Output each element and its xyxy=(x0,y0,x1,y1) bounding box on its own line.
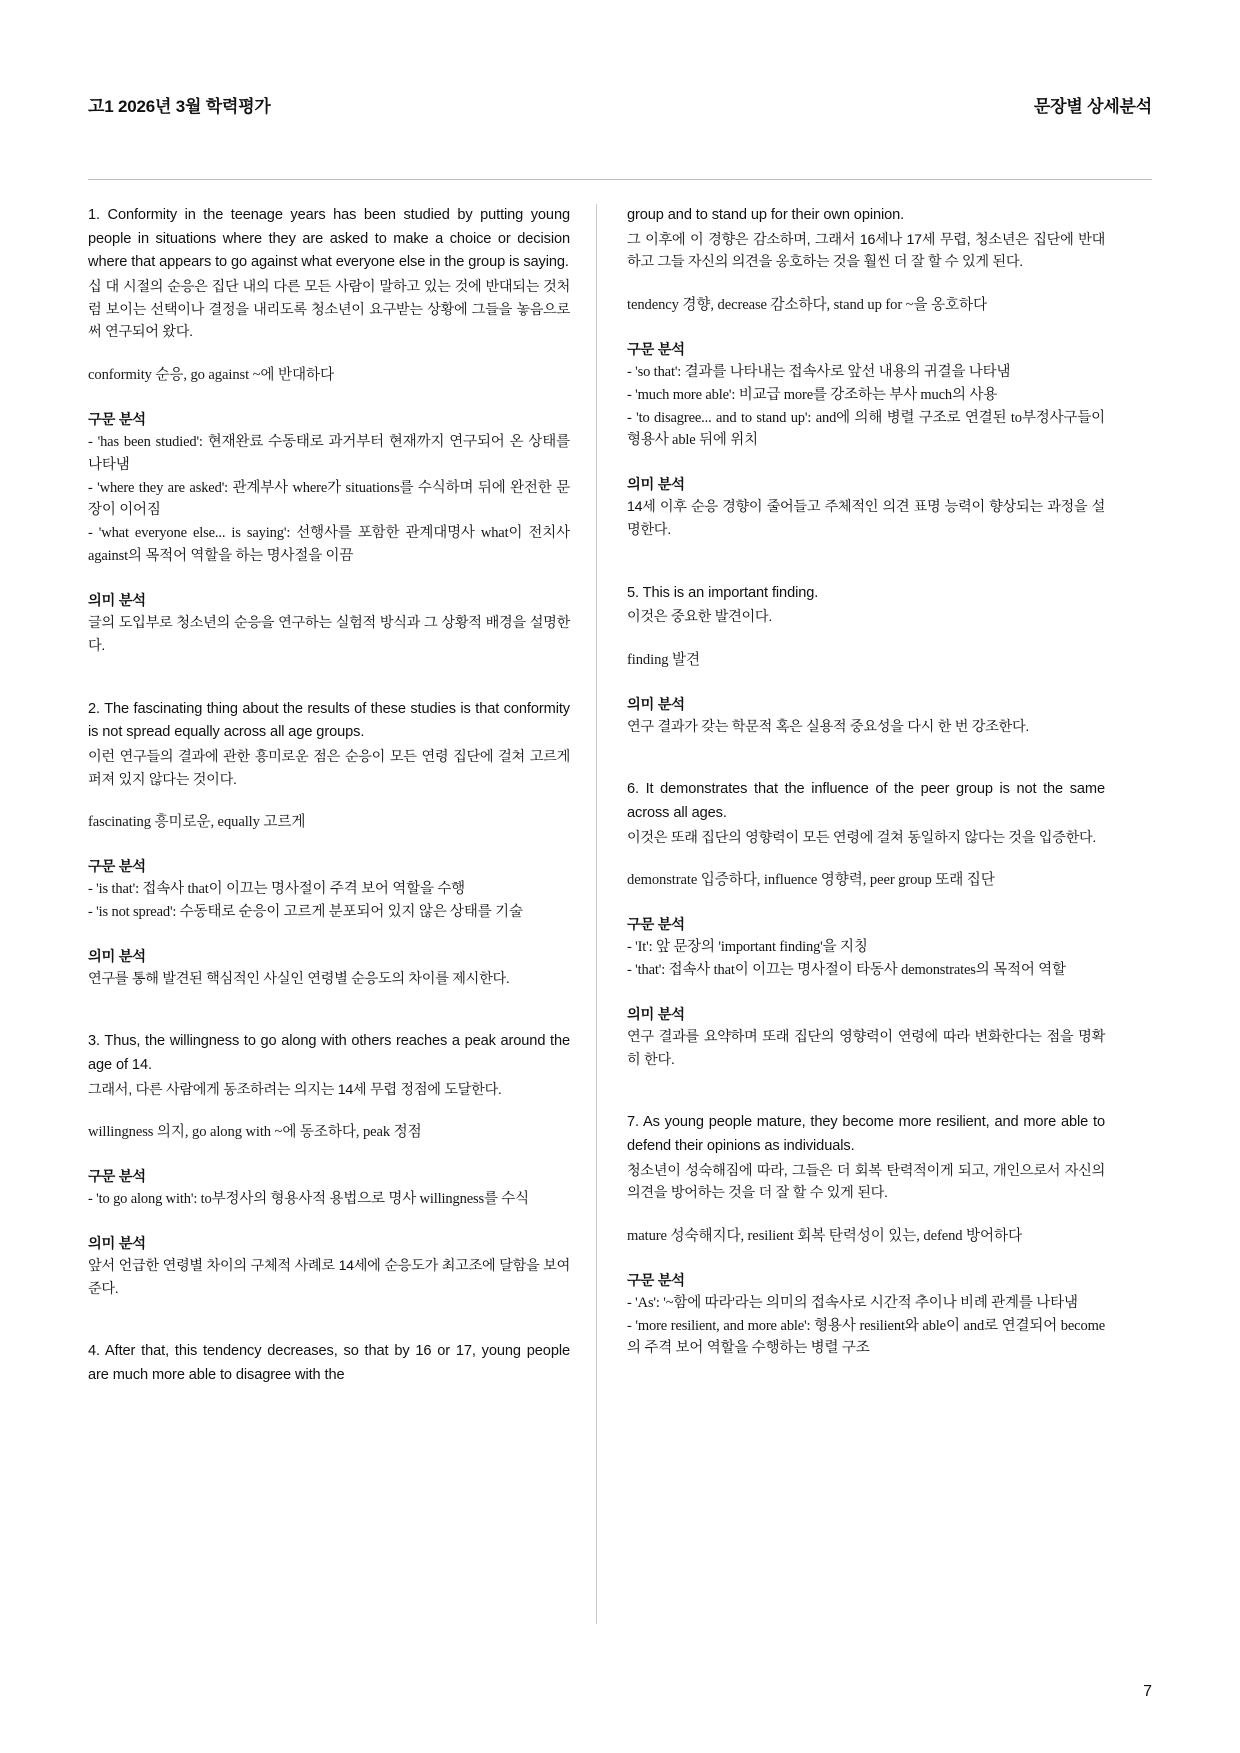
sentence-korean: 이것은 또래 집단의 영향력이 모든 연령에 걸쳐 동일하지 않다는 것을 입증한다. xyxy=(627,829,1097,846)
syntax-label: 구문 분석 xyxy=(627,917,685,934)
sentence-korean: 이것은 중요한 발견이다. xyxy=(627,609,772,626)
meaning-label: 의미 분석 xyxy=(88,1235,146,1252)
vocabulary-list: fascinating 흥미로운, equally 고르게 xyxy=(88,814,306,831)
sentence-entry xyxy=(88,1030,570,1300)
meaning-body: 14세 이후 순응 경향이 줄어들고 주체적인 의견 표명 능력이 향상되는 과정을 설명한다. xyxy=(627,499,1105,539)
syntax-label: 구문 분석 xyxy=(88,858,146,875)
sentence-korean: 이런 연구들의 결과에 관한 흥미로운 점은 순응이 모든 연령 집단에 걸쳐 고르게 퍼져 있지 않다는 것이다. xyxy=(88,748,570,788)
vocabulary-list: mature 성숙해지다, resilient 회복 탄력성이 있는, defend 방어하다 xyxy=(627,1228,1023,1245)
vocabulary-list: conformity 순응, go against ~에 반대하다 xyxy=(88,367,334,384)
content-columns xyxy=(88,204,1152,1624)
sentence-english: 3. Thus, the willingness to go along with others reaches a peak around the age of 14. xyxy=(88,1033,570,1074)
sentence-korean: 청소년이 성숙해짐에 따라, 그들은 더 회복 탄력적이게 되고, 개인으로서 자신의 의견을 방어하는 것을 더 잘 할 수 있게 된다. xyxy=(627,1162,1105,1202)
left-column xyxy=(88,204,596,1624)
meaning-label: 의미 분석 xyxy=(88,948,146,965)
syntax-body xyxy=(627,361,1105,453)
sentence-korean: 십 대 시절의 순응은 집단 내의 다른 모든 사람이 말하고 있는 것에 반대되는 것처럼 보이는 선택이나 결정을 내리도록 청소년이 요구받는 상황에 그들을 놓음으로써 연구되어 왔다. xyxy=(88,278,570,341)
syntax-line: - 'what everyone else... is saying': 선행사를 포함한 관계대명사 what이 전치사 against의 목적어 역할을 하는 명사절을 이끔 xyxy=(88,525,570,565)
syntax-body xyxy=(88,1188,570,1211)
syntax-label: 구문 분석 xyxy=(627,341,685,358)
sentence-entry xyxy=(88,204,570,658)
meaning-label: 의미 분석 xyxy=(627,1006,685,1023)
sentence-korean: 그 이후에 이 경향은 감소하며, 그래서 16세나 17세 무렵, 청소년은 집단에 반대하고 그들 자신의 의견을 옹호하는 것을 훨씬 더 잘 할 수 있게 된다. xyxy=(627,231,1105,271)
meaning-label: 의미 분석 xyxy=(88,593,146,610)
vocabulary-list: tendency 경향, decrease 감소하다, stand up for ~을 옹호하다 xyxy=(627,297,987,314)
sentence-english: 4. After that, this tendency decreases, so that by 16 or 17, young people are much more able to disagree with the xyxy=(88,1343,570,1384)
syntax-body xyxy=(88,431,570,568)
sentence-english: 6. It demonstrates that the influence of the peer group is not the same across all ages. xyxy=(627,781,1105,822)
sentence-entry-continued xyxy=(627,204,1105,542)
header-section-title: 문장별 상세분석 xyxy=(1033,97,1152,116)
syntax-line: - 'more resilient, and more able': 형용사 resilient와 able이 and로 연결되어 become의 주격 보어 역할을 수행하는 병렬 구조 xyxy=(627,1317,1105,1357)
meaning-body: 앞서 언급한 연령별 차이의 구체적 사례로 14세에 순응도가 최고조에 달함을 보여준다. xyxy=(88,1257,570,1297)
syntax-line: - 'to disagree... and to stand up': and에 의해 병렬 구조로 연결된 to부정사구들이 형용사 able 뒤에 위치 xyxy=(627,409,1105,449)
meaning-label: 의미 분석 xyxy=(627,477,685,494)
sentence-entry xyxy=(88,1340,570,1387)
vocabulary-list: finding 발견 xyxy=(627,652,701,669)
right-column xyxy=(597,204,1105,1624)
sentence-english: 2. The fascinating thing about the results of these studies is that conformity is not spread equally across all age groups. xyxy=(88,700,570,741)
syntax-body xyxy=(88,878,570,924)
sentence-english: 5. This is an important finding. xyxy=(627,584,819,601)
syntax-line: - 'to go along with': to부정사의 형용사적 용법으로 명사 willingness를 수식 xyxy=(88,1191,530,1208)
header-exam-title: 고1 2026년 3월 학력평가 xyxy=(88,97,271,116)
syntax-line: - 'has been studied': 현재완료 수동태로 과거부터 현재까지 연구되어 온 상태를 나타냄 xyxy=(88,433,570,473)
syntax-label: 구문 분석 xyxy=(627,1272,685,1289)
syntax-line: - 'is not spread': 수동태로 순응이 고르게 분포되어 있지 않은 상태를 기술 xyxy=(88,903,523,920)
page-number: 7 xyxy=(1143,1683,1152,1700)
syntax-line: - 'is that': 접속사 that이 이끄는 명사절이 주격 보어 역할을 수행 xyxy=(88,880,466,897)
sentence-entry xyxy=(88,698,570,991)
meaning-body: 글의 도입부로 청소년의 순응을 연구하는 실험적 방식과 그 상황적 배경을 설명한다. xyxy=(88,615,570,654)
syntax-line: - 'As': '~함에 따라'라는 의미의 접속사로 시간적 추이나 비례 관계를 나타냄 xyxy=(627,1294,1078,1311)
syntax-line: - 'where they are asked': 관계부사 where가 situations를 수식하며 뒤에 완전한 문장이 이어짐 xyxy=(88,479,570,519)
syntax-label: 구문 분석 xyxy=(88,1169,146,1186)
syntax-line: - 'much more able': 비교급 more를 강조하는 부사 much의 사용 xyxy=(627,386,998,403)
vocabulary-list: demonstrate 입증하다, influence 영향력, peer group 또래 집단 xyxy=(627,872,995,889)
page-header xyxy=(88,92,1152,117)
header-divider xyxy=(88,179,1152,180)
syntax-line: - 'that': 접속사 that이 이끄는 명사절이 타동사 demonstrates의 목적어 역할 xyxy=(627,961,1066,978)
sentence-korean: 그래서, 다른 사람에게 동조하려는 의지는 14세 무렵 정점에 도달한다. xyxy=(88,1081,502,1098)
meaning-body: 연구 결과를 요약하며 또래 집단의 영향력이 연령에 따라 변화한다는 점을 명확히 한다. xyxy=(627,1028,1105,1068)
meaning-body: 연구를 통해 발견된 핵심적인 사실인 연령별 순응도의 차이를 제시한다. xyxy=(88,970,510,987)
sentence-english: 1. Conformity in the teenage years has been studied by putting young people in situations where they are asked to make a choice or decision where that appears to go against what everyone else in the group is saying. xyxy=(88,207,570,271)
sentence-entry xyxy=(627,1111,1105,1360)
sentence-entry xyxy=(627,778,1105,1071)
sentence-entry xyxy=(627,582,1105,739)
syntax-line: - 'It': 앞 문장의 'important finding'을 지칭 xyxy=(627,939,868,956)
vocabulary-list: willingness 의지, go along with ~에 동조하다, peak 정점 xyxy=(88,1124,422,1141)
meaning-label: 의미 분석 xyxy=(627,696,685,713)
meaning-body: 연구 결과가 갖는 학문적 혹은 실용적 중요성을 다시 한 번 강조한다. xyxy=(627,718,1030,735)
syntax-body xyxy=(627,936,1105,982)
syntax-body xyxy=(627,1292,1105,1361)
syntax-line: - 'so that': 결과를 나타내는 접속사로 앞선 내용의 귀결을 나타냄 xyxy=(627,363,1011,380)
sentence-english: group and to stand up for their own opinion. xyxy=(627,207,905,223)
sentence-english: 7. As young people mature, they become more resilient, and more able to defend their opinions as individuals. xyxy=(627,1114,1105,1154)
syntax-label: 구문 분석 xyxy=(88,411,146,428)
